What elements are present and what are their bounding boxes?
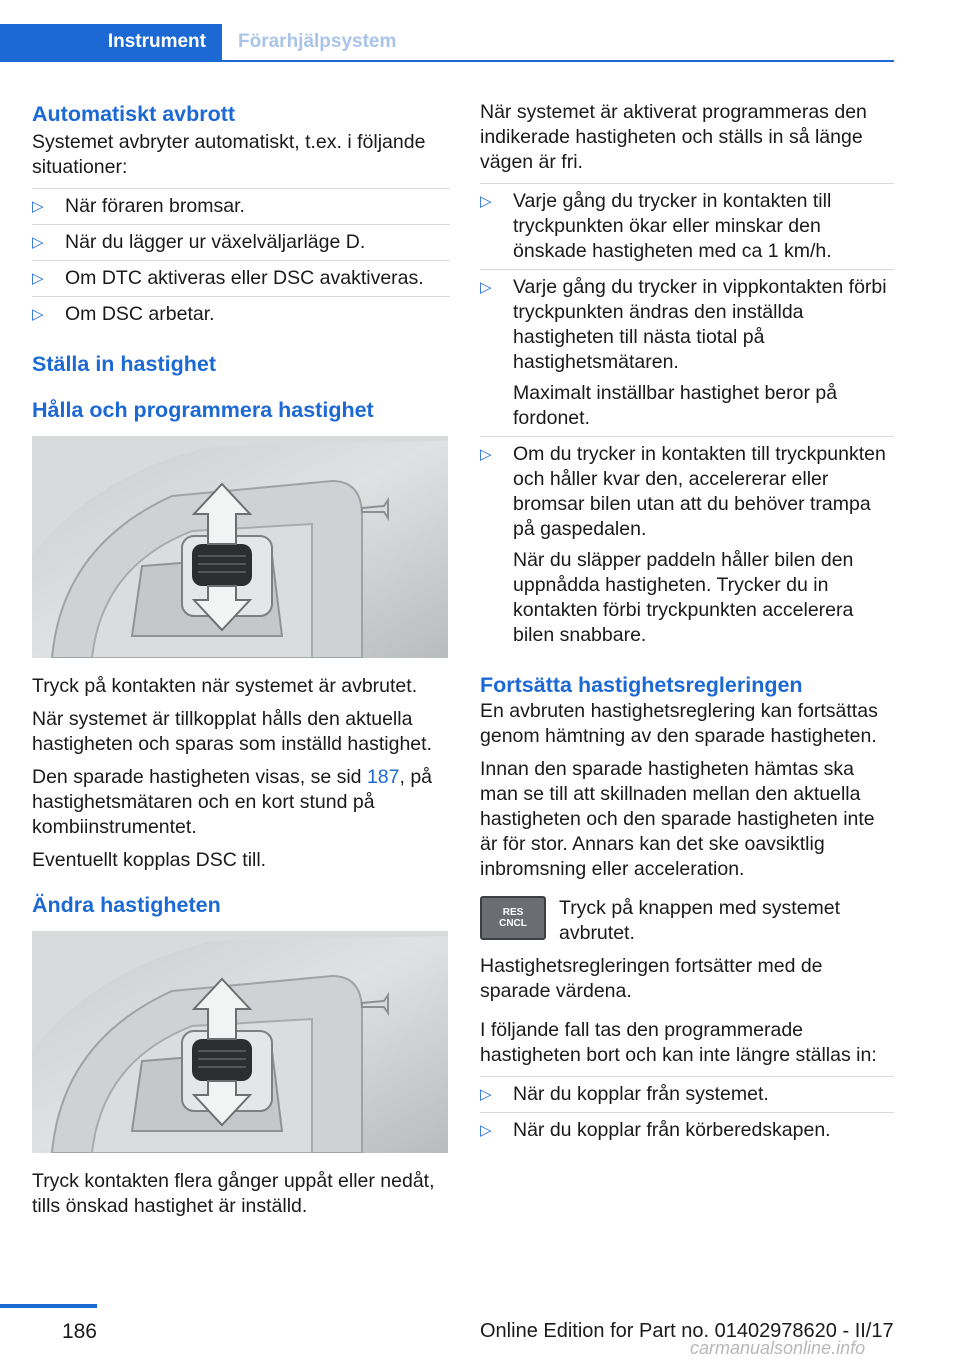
list-item — [32, 225, 450, 261]
bullet-triangle-icon: ▷ — [32, 306, 44, 323]
bullet-triangle-icon: ▷ — [480, 446, 492, 463]
paragraph-delete: I följande fall tas den programmerade hastigheten bort och kan inte längre ställas in: — [480, 1019, 877, 1066]
right-column — [480, 100, 894, 1156]
cncl-label: CNCL — [499, 918, 527, 929]
heading-continue-cruise: Fortsätta hastighetsregleringen — [480, 673, 803, 697]
res-cncl-button-icon — [480, 896, 546, 940]
list-item-text: När du lägger ur växelväljarläge D. — [65, 231, 366, 253]
header-divider — [0, 60, 894, 62]
list-item-text: Om DTC aktiveras eller DSC avaktiveras. — [65, 267, 424, 289]
list-item — [480, 183, 894, 270]
paragraph-hold-3-end: , på hastighetsmätaren och en kort stund på kombiinstrumentet. — [32, 766, 433, 838]
bullet-triangle-icon: ▷ — [32, 198, 44, 215]
steering-wheel-switch-image-2 — [32, 931, 448, 1153]
list-item-text: När du kopplar från systemet. — [513, 1083, 769, 1105]
heading-automatic-cancel: Automatiskt avbrott — [32, 102, 236, 126]
speed-adjust-list — [480, 183, 894, 653]
paragraph-continue-2: Innan den sparade hastigheten hämtas ska man se till att skillnaden mellan den aktuella hastigheten och den sparade hastigheten inte är för stor. Annars kan det ske oavsiktlig inbromsning eller acceleration. — [480, 758, 875, 880]
list-item-text: Varje gång du trycker in kontakten till tryckpunkten ökar eller minskar den önskade hastigheten med ca 1 km/h. — [513, 190, 832, 262]
paragraph-right-intro: När systemet är aktiverat programmeras den indikerade hastigheten och ställs in så länge vägen är fri. — [480, 101, 867, 173]
paragraph-hold-2: När systemet är tillkopplat hålls den aktuella hastigheten och sparas som inställd hastighet. — [32, 708, 432, 755]
bullet-triangle-icon: ▷ — [480, 193, 492, 210]
list-item-text: Om DSC arbetar. — [65, 303, 215, 325]
paragraph-continue-3: Hastighetsregleringen fortsätter med de sparade värdena. — [480, 955, 823, 1002]
bullet-triangle-icon: ▷ — [480, 1086, 492, 1103]
paragraph-hold-1: Tryck på kontakten när systemet är avbrutet. — [32, 675, 418, 697]
list-item — [32, 261, 450, 297]
delete-list — [480, 1076, 894, 1148]
auto-cancel-list — [32, 188, 450, 332]
paragraph-hold-4: Eventuellt kopplas DSC till. — [32, 849, 267, 871]
list-item-text: När du kopplar från körberedskapen. — [513, 1119, 831, 1141]
list-item-text: Om du trycker in kontakten till tryckpunkten och håller kvar den, accelererar eller bromsar bilen utan att du behöver trampa på gaspedalen. — [513, 443, 886, 540]
bullet-triangle-icon: ▷ — [32, 234, 44, 251]
list-item-text: Varje gång du trycker in vippkontakten förbi tryckpunkten ändras den inställda hastigheten till nästa tiotal på hastighetsmätaren. — [513, 276, 887, 373]
paragraph-button-instruction: Tryck på knappen med systemet avbrutet. — [559, 897, 841, 944]
bullet-triangle-icon: ▷ — [480, 1122, 492, 1139]
res-label: RES — [502, 907, 524, 918]
paragraph-change-1: Tryck kontakten flera gånger uppåt eller nedåt, tills önskad hastighet är inställd. — [32, 1170, 435, 1217]
paragraph-auto-intro: Systemet avbryter automatiskt, t.ex. i följande situationer: — [32, 131, 426, 178]
list-item — [480, 437, 894, 653]
page-header — [0, 0, 896, 62]
paragraph-continue-1: En avbruten hastighetsreglering kan fortsättas genom hämtning av den sparade hastigheten. — [480, 700, 878, 747]
list-item — [480, 1113, 894, 1148]
watermark: carmanualsonline.info — [690, 1338, 866, 1358]
page-link-187[interactable]: 187 — [366, 766, 400, 788]
bullet-triangle-icon: ▷ — [32, 270, 44, 287]
edition-text: Online Edition for Part no. 01402978620 - II/17 — [480, 1320, 894, 1342]
header-tab-instrument: Instrument — [0, 24, 222, 60]
heading-change-speed: Ändra hastigheten — [32, 893, 221, 917]
page-number: 186 — [61, 1320, 97, 1343]
paragraph-hold-3 — [32, 765, 450, 840]
list-item — [480, 1076, 894, 1113]
list-item — [32, 188, 450, 225]
list-item — [480, 270, 894, 437]
footer-divider — [0, 1304, 97, 1308]
list-item-text: När föraren bromsar. — [65, 195, 245, 217]
paragraph-hold-3-start: Den sparade hastigheten visas, se sid — [32, 766, 367, 788]
left-column — [32, 100, 450, 1227]
list-item-note: Maximalt inställbar hastighet beror på fordonet. — [513, 382, 838, 429]
header-tab-driver-assistance: Förarhjälpsystem — [238, 31, 397, 52]
steering-wheel-switch-image — [32, 436, 448, 658]
res-cncl-row — [480, 896, 894, 946]
heading-hold-program-speed: Hålla och programmera hastighet — [32, 398, 374, 422]
bullet-triangle-icon: ▷ — [480, 279, 492, 296]
list-item-note: När du släpper paddeln håller bilen den uppnådda hastigheten. Trycker du in kontakten förbi tryckpunkten accelerera bilen snabbare. — [513, 549, 854, 646]
list-item — [32, 297, 450, 332]
heading-set-speed: Ställa in hastighet — [32, 352, 216, 376]
